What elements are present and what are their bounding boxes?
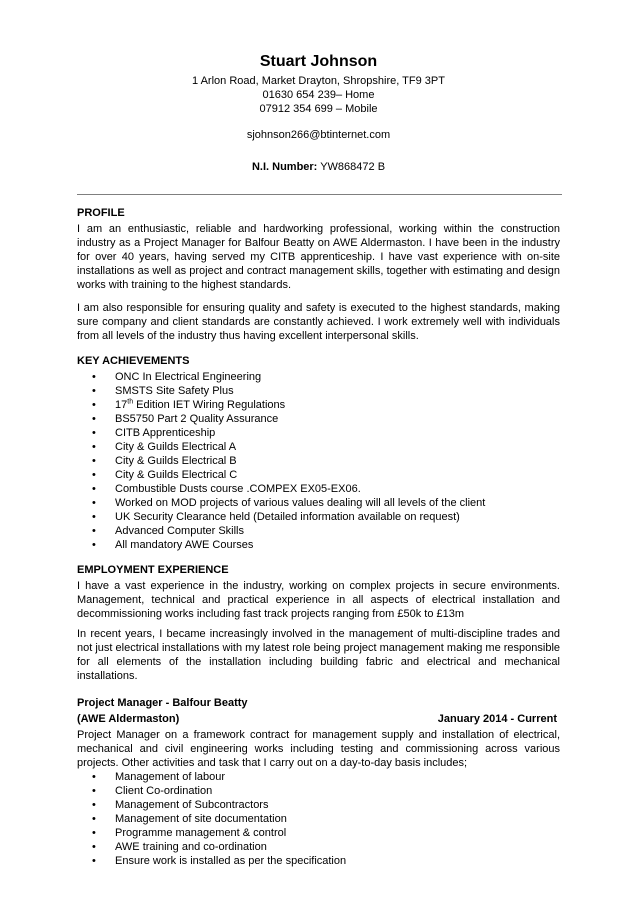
- list-item: • AWE training and co-ordination: [77, 840, 560, 854]
- list-item: • City & Guilds Electrical C: [77, 468, 560, 482]
- profile-paragraph-1: I am an enthusiastic, reliable and hardworking professional, working within the construction industry as a Project Manager for Balfour Beatty on AWE Aldermaston. I have been in the industry for over 40 years, having served my CITB apprenticeship. I have vast experience with on-site installations as well as project and contract management skills, together with estimating and design works with training to the highest standards.: [77, 223, 560, 291]
- profile-paragraph-2: I am also responsible for ensuring quality and safety is executed to the highest standards, making sure company and client standards are constantly achieved. I work extremely well with individuals from all levels of the industry thus having excellent interpersonal skills.: [77, 302, 560, 342]
- job-location: (AWE Aldermaston): [77, 713, 180, 725]
- job-meta-row: [77, 712, 560, 726]
- employment-section: [77, 563, 560, 868]
- list-item: • BS5750 Part 2 Quality Assurance: [77, 412, 560, 426]
- list-item: • All mandatory AWE Courses: [77, 538, 560, 552]
- ni-number-label: N.I. Number:: [251, 161, 318, 173]
- address: 1 Arlon Road, Market Drayton, Shropshire, TF9 3PT: [192, 75, 445, 87]
- profile-heading: PROFILE: [77, 207, 125, 219]
- list-item: • SMSTS Site Safety Plus: [77, 384, 560, 398]
- list-item: • City & Guilds Electrical B: [77, 454, 560, 468]
- job-description: Project Manager on a framework contract for management supply and installation of electrical, mechanical and civil engineering works including testing and commissioning across various projects. Other activities and task that I carry out on a day-to-day basis includes;: [77, 729, 560, 769]
- list-item: • ONC In Electrical Engineering: [77, 370, 560, 384]
- employment-heading: EMPLOYMENT EXPERIENCE: [77, 564, 229, 576]
- list-item: • Advanced Computer Skills: [77, 524, 560, 538]
- list-item: • Worked on MOD projects of various values dealing will all levels of the client: [77, 496, 560, 510]
- employment-paragraph-2: In recent years, I became increasingly involved in the management of multi-discipline trades and not just electrical installations with my latest role being project management making me responsible for all elements of the installation including building fabric and electrical and mechanical installations.: [77, 628, 561, 682]
- list-item: • Management of site documentation: [77, 812, 560, 826]
- email-address: sjohnson266@btinternet.com: [246, 129, 391, 141]
- phone-home: 01630 654 239– Home: [262, 89, 375, 101]
- list-item: • UK Security Clearance held (Detailed information available on request): [77, 510, 560, 524]
- list-item: • Programme management & control: [77, 826, 560, 840]
- list-item: • Combustible Dusts course .COMPEX EX05-EX06.: [77, 482, 560, 496]
- ni-number-value: YW868472 B: [317, 161, 386, 173]
- achievements-heading: KEY ACHIEVEMENTS: [77, 355, 190, 367]
- phone-mobile: 07912 354 699 – Mobile: [259, 103, 378, 115]
- ni-number: [77, 160, 560, 174]
- achievements-section: [77, 354, 560, 552]
- job-title: Project Manager - Balfour Beatty: [77, 697, 248, 709]
- list-item: • Client Co-ordination: [77, 784, 560, 798]
- cv-header: [77, 0, 560, 174]
- list-item: • Management of labour: [77, 770, 560, 784]
- candidate-name: Stuart Johnson: [259, 53, 378, 70]
- list-item: • CITB Apprenticeship: [77, 426, 560, 440]
- list-item: • City & Guilds Electrical A: [77, 440, 560, 454]
- job-duties-list: [77, 770, 560, 868]
- list-item: • Management of Subcontractors: [77, 798, 560, 812]
- header-divider: [77, 194, 562, 195]
- profile-section: [77, 206, 560, 343]
- job-dates: January 2014 - Current: [437, 713, 557, 725]
- list-item-iet: • 17th Edition IET Wiring Regulations: [77, 398, 560, 412]
- list-item: • Ensure work is installed as per the specification: [77, 854, 560, 868]
- achievements-list: [77, 370, 560, 552]
- employment-paragraph-1: I have a vast experience in the industry, working on complex projects in secure environments. Management, technical and practical experience in all aspects of electrical installation and decommissioning works including fast track projects ranging from £50k to £13m: [77, 580, 560, 620]
